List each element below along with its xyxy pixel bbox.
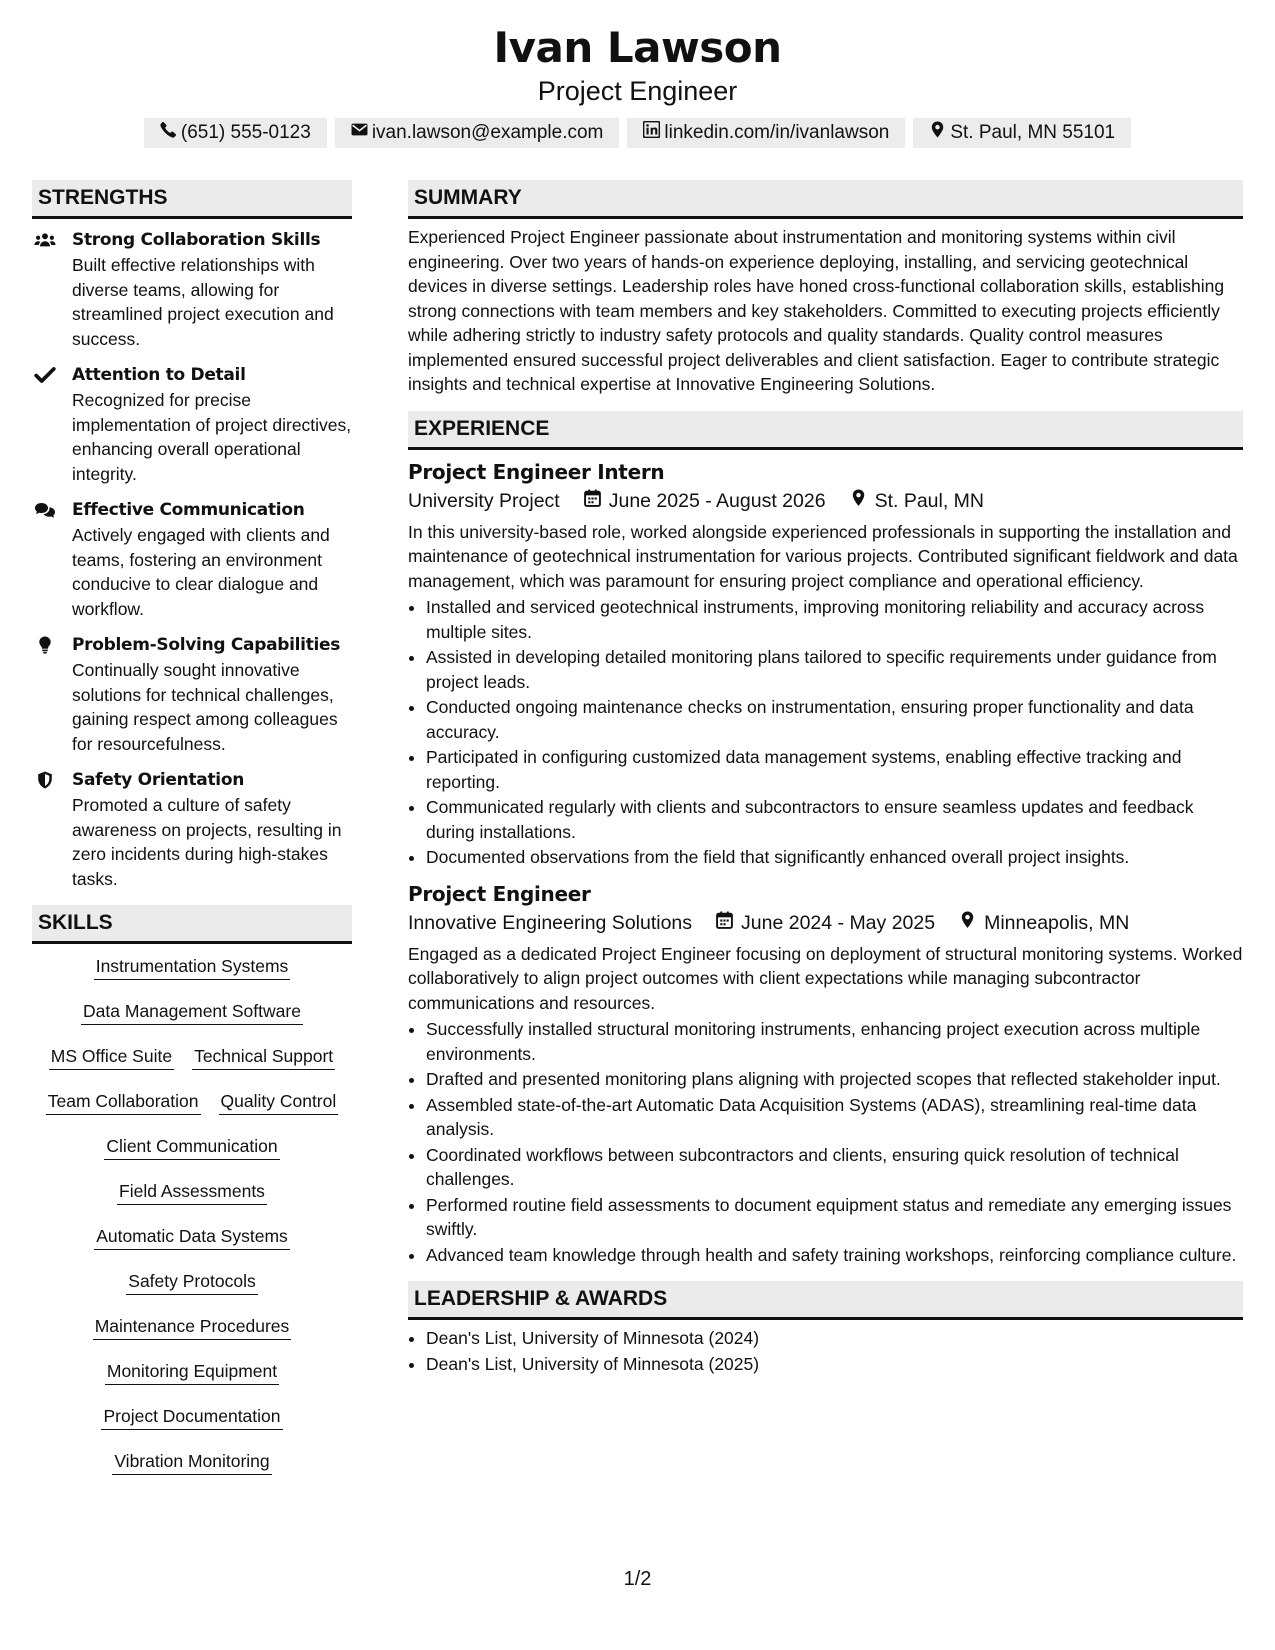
job-title: Project Engineer Intern bbox=[408, 459, 665, 484]
checkmark-icon bbox=[32, 362, 72, 486]
job-dates: June 2024 - May 2025 bbox=[741, 911, 936, 934]
job-bullets bbox=[408, 595, 1243, 870]
strength-title: Safety Orientation bbox=[72, 770, 244, 790]
candidate-name: Ivan Lawson bbox=[493, 23, 782, 72]
skills-heading: SKILLS bbox=[32, 905, 352, 944]
contact-phone-text: (651) 555-0123 bbox=[180, 122, 311, 143]
awards-heading: LEADERSHIP & AWARDS bbox=[408, 1281, 1243, 1320]
strength-title: Attention to Detail bbox=[72, 365, 246, 385]
job-description: In this university-based role, worked alongside experienced professionals in supporting the installation and maintenance of geotechnical instrumentation for various projects. Contributed significant fieldwork and data management, which was paramount for ensuring project compliance and operational efficiency. bbox=[408, 521, 1238, 591]
contact-email-text: ivan.lawson@example.com bbox=[371, 122, 604, 143]
contact-location bbox=[913, 118, 1131, 148]
skill-tag: Technical Support bbox=[192, 1044, 335, 1070]
strength-item bbox=[32, 497, 352, 621]
users-icon bbox=[32, 227, 72, 351]
shield-icon bbox=[32, 767, 72, 891]
strength-description: Promoted a culture of safety awareness on projects, resulting in zero incidents during high-stakes tasks. bbox=[72, 795, 342, 889]
list-item: • Dean's List, University of Minnesota (2024) bbox=[426, 1326, 1243, 1351]
envelope-icon bbox=[351, 120, 368, 146]
calendar-icon bbox=[716, 908, 733, 938]
skill-tag: Client Communication bbox=[104, 1134, 279, 1160]
skill-tag: Field Assessments bbox=[117, 1179, 267, 1205]
skill-tag: Instrumentation Systems bbox=[94, 954, 291, 980]
strength-title: Problem-Solving Capabilities bbox=[72, 635, 341, 655]
page-number: 1/2 bbox=[623, 1568, 652, 1590]
strength-description: Continually sought innovative solutions for technical challenges, gaining respect among colleagues for resourcefulness. bbox=[72, 660, 338, 754]
job-title: Project Engineer bbox=[408, 881, 591, 906]
skill-tag: Safety Protocols bbox=[126, 1269, 257, 1295]
lightbulb-icon bbox=[32, 632, 72, 756]
left-column bbox=[32, 180, 352, 1494]
job-bullets bbox=[408, 1017, 1243, 1267]
contact-phone[interactable] bbox=[144, 118, 327, 148]
list-item: • Documented observations from the field that significantly enhanced overall project insights. bbox=[426, 845, 1243, 870]
job-location: St. Paul, MN bbox=[874, 489, 985, 512]
list-item: • Advanced team knowledge through health and safety training workshops, reinforcing compliance culture. bbox=[426, 1243, 1243, 1268]
experience-heading: EXPERIENCE bbox=[408, 411, 1243, 450]
list-item: • Drafted and presented monitoring plans aligning with projected scopes that reflected stakeholder input. bbox=[426, 1067, 1243, 1092]
candidate-title: Project Engineer bbox=[537, 76, 738, 106]
summary-text: Experienced Project Engineer passionate about instrumentation and monitoring systems within civil engineering. Over two years of hands-on experience deploying, installing, and servicing geotechnical devices in diverse settings. Leadership roles have honed cross-functional collaboration skills, establishing strong connections with team members and key stakeholders. Committed to executing projects efficiently while adhering strictly to industry safety protocols and quality standards. Quality control measures implemented ensured successful project deliverables and client satisfaction. Eager to contribute strategic insights and technical expertise at Innovative Engineering Solutions. bbox=[408, 227, 1225, 394]
job-entry bbox=[408, 458, 1243, 870]
summary-heading: SUMMARY bbox=[408, 180, 1243, 219]
calendar-icon bbox=[584, 486, 601, 516]
map-pin-icon bbox=[959, 908, 976, 938]
list-item: • Communicated regularly with clients and subcontractors to ensure seamless updates and feedback during installations. bbox=[426, 795, 1243, 844]
job-dates: June 2025 - August 2026 bbox=[608, 489, 826, 512]
job-company: Innovative Engineering Solutions bbox=[408, 911, 693, 934]
strength-title: Strong Collaboration Skills bbox=[72, 230, 321, 250]
strength-item bbox=[32, 227, 352, 351]
skill-tag: Vibration Monitoring bbox=[112, 1449, 271, 1475]
skill-tag: MS Office Suite bbox=[49, 1044, 174, 1070]
skill-tag: Team Collaboration bbox=[46, 1089, 201, 1115]
list-item: • Conducted ongoing maintenance checks on instrumentation, ensuring proper functionality and data accuracy. bbox=[426, 695, 1243, 744]
strength-item bbox=[32, 767, 352, 891]
map-pin-icon bbox=[929, 120, 946, 146]
skills-list bbox=[32, 954, 352, 1494]
contact-linkedin[interactable] bbox=[627, 118, 905, 148]
job-meta bbox=[408, 908, 1243, 938]
list-item: • Dean's List, University of Minnesota (2025) bbox=[426, 1352, 1243, 1377]
skill-tag: Quality Control bbox=[219, 1089, 339, 1115]
skill-tag: Monitoring Equipment bbox=[105, 1359, 279, 1385]
list-item: • Assembled state-of-the-art Automatic Data Acquisition Systems (ADAS), streamlining real-time data analysis. bbox=[426, 1093, 1243, 1142]
strengths-heading: STRENGTHS bbox=[32, 180, 352, 219]
strength-description: Actively engaged with clients and teams, fostering an environment conducive to clear dialogue and workflow. bbox=[72, 525, 330, 619]
skill-tag: Data Management Software bbox=[81, 999, 303, 1025]
list-item: • Participated in configuring customized data management systems, enabling effective tracking and reporting. bbox=[426, 745, 1243, 794]
strength-description: Built effective relationships with diverse teams, allowing for streamlined project execution and success. bbox=[72, 255, 334, 349]
job-entry bbox=[408, 880, 1243, 1268]
phone-icon bbox=[160, 120, 177, 146]
resume-header bbox=[0, 22, 1275, 148]
contact-linkedin-text: linkedin.com/in/ivanlawson bbox=[664, 122, 890, 143]
linkedin-icon bbox=[643, 120, 660, 146]
list-item: • Coordinated workflows between subcontractors and clients, ensuring quick resolution of technical challenges. bbox=[426, 1143, 1243, 1192]
contact-bar bbox=[0, 118, 1275, 148]
right-column bbox=[408, 180, 1243, 1377]
strength-title: Effective Communication bbox=[72, 500, 305, 520]
contact-location-text: St. Paul, MN 55101 bbox=[950, 122, 1116, 143]
strength-item bbox=[32, 362, 352, 486]
strength-description: Recognized for precise implementation of project directives, enhancing overall operational integrity. bbox=[72, 390, 352, 484]
strengths-list bbox=[32, 227, 352, 891]
list-item: • Installed and serviced geotechnical instruments, improving monitoring reliability and accuracy across multiple sites. bbox=[426, 595, 1243, 644]
chat-bubbles-icon bbox=[32, 497, 72, 621]
list-item: • Successfully installed structural monitoring instruments, enhancing project execution across multiple environments. bbox=[426, 1017, 1243, 1066]
job-company: University Project bbox=[408, 489, 560, 512]
list-item: • Performed routine field assessments to document equipment status and remediate any emerging issues swiftly. bbox=[426, 1193, 1243, 1242]
skill-tag: Automatic Data Systems bbox=[94, 1224, 290, 1250]
map-pin-icon bbox=[850, 486, 867, 516]
strength-item bbox=[32, 632, 352, 756]
awards-list bbox=[408, 1326, 1243, 1376]
job-location: Minneapolis, MN bbox=[984, 911, 1130, 934]
contact-email[interactable] bbox=[335, 118, 620, 148]
skill-tag: Project Documentation bbox=[101, 1404, 282, 1430]
skill-tag: Maintenance Procedures bbox=[93, 1314, 292, 1340]
job-meta bbox=[408, 486, 1243, 516]
list-item: • Assisted in developing detailed monitoring plans tailored to specific requirements under guidance from project leads. bbox=[426, 645, 1243, 694]
job-description: Engaged as a dedicated Project Engineer focusing on deployment of structural monitoring systems. Worked collaboratively to align project outcomes with client expectations while managing subcontractor communications and resources. bbox=[408, 943, 1243, 1013]
